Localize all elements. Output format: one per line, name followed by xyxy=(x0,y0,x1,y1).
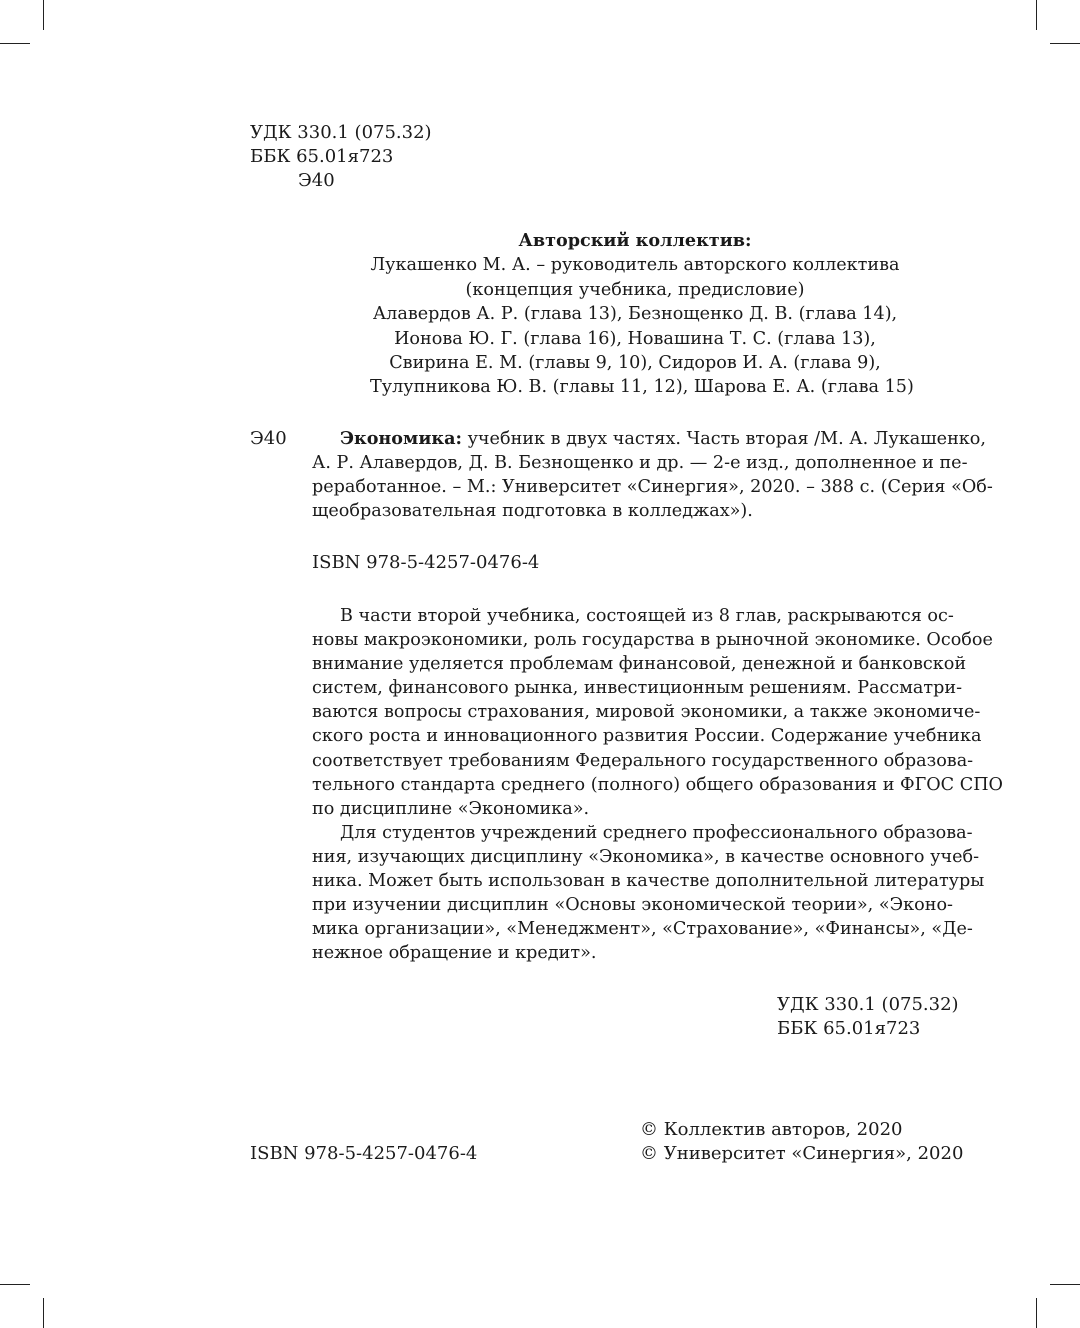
annotation-line: при изучении дисциплин «Основы экономической теории», «Эконо- xyxy=(312,895,953,916)
crop-mark-bottom-left-v xyxy=(43,1298,44,1328)
annotation-line: нежное обращение и кредит». xyxy=(312,943,597,964)
authors-line: Свирина Е. М. (главы 9, 10), Сидоров И. А. (глава 9), xyxy=(389,353,881,374)
copyright-publisher: © Университет «Синергия», 2020 xyxy=(640,1143,964,1164)
classification-bbk: ББК 65.01я723 xyxy=(777,1018,921,1039)
crop-mark-bottom-right-v xyxy=(1036,1298,1037,1328)
bibliography-title: Экономика: xyxy=(340,428,462,449)
annotation-line: ского роста и инновационного развития России. Содержание учебника xyxy=(312,726,982,747)
bibliography-mark: Э40 xyxy=(250,428,287,449)
annotation-line: внимание уделяется проблемам финансовой, денежной и банковской xyxy=(312,654,967,675)
authors-heading: Авторский коллектив: xyxy=(518,230,752,251)
crop-mark-bottom-right-h xyxy=(1050,1284,1080,1285)
annotation-line: систем, финансового рынка, инвестиционным решениям. Рассматри- xyxy=(312,678,963,699)
authors-line: Лукашенко М. А. – руководитель авторского коллектива xyxy=(370,255,900,276)
copyright-authors: © Коллектив авторов, 2020 xyxy=(640,1119,903,1140)
authors-line: Тулупникова Ю. В. (главы 11, 12), Шарова Е. А. (глава 15) xyxy=(370,377,914,398)
crop-mark-top-left-v xyxy=(43,0,44,30)
bibliography-isbn: ISBN 978-5-4257-0476-4 xyxy=(312,552,540,573)
annotation-line: тельного стандарта среднего (полного) общего образования и ФГОС СПО xyxy=(312,774,1003,795)
annotation-line: ваются вопросы страхования, мировой экономики, а также экономиче- xyxy=(312,702,981,723)
bibliography-line xyxy=(312,427,986,451)
annotation-line: мика организации», «Менеджмент», «Страхование», «Финансы», «Де- xyxy=(312,919,973,940)
authors-block xyxy=(370,229,914,400)
footer-isbn: ISBN 978-5-4257-0476-4 xyxy=(250,1143,478,1164)
annotation-line: новы макроэкономики, роль государства в рыночной экономике. Особое xyxy=(312,630,993,651)
header-author-mark: Э40 xyxy=(298,170,335,191)
classification-udk: УДК 330.1 (075.32) xyxy=(777,994,959,1015)
annotation-line: Для студентов учреждений среднего профессионального образова- xyxy=(340,822,973,843)
authors-line: (концепция учебника, предисловие) xyxy=(465,279,805,300)
annotation-line: ника. Может быть использован в качестве дополнительной литературы xyxy=(312,871,985,892)
bibliography-record xyxy=(312,427,993,523)
annotation-line: ния, изучающих дисциплину «Экономика», в качестве основного учеб- xyxy=(312,846,980,867)
header-bbk: ББК 65.01я723 xyxy=(250,146,394,167)
bibliography-line: реработанное. – М.: Университет «Синергия», 2020. – 388 с. (Серия «Об- xyxy=(312,477,993,498)
authors-line: Ионова Ю. Г. (глава 16), Новашина Т. С. (глава 13), xyxy=(394,328,876,349)
crop-mark-bottom-left-h xyxy=(0,1284,30,1285)
annotation-line: В части второй учебника, состоящей из 8 глав, раскрываются ос- xyxy=(340,606,954,626)
crop-mark-top-right-v xyxy=(1036,0,1037,30)
annotation-line: соответствует требованиям Федерального государственного образова- xyxy=(312,750,974,771)
authors-line: Алавердов А. Р. (глава 13), Безнощенко Д. В. (глава 14), xyxy=(372,304,898,325)
bibliography-line1-rest: учебник в двух частях. Часть вторая /М. А. Лукашенко, xyxy=(461,429,986,449)
crop-mark-top-right-h xyxy=(1050,43,1080,44)
bibliography-line: щеобразовательная подготовка в колледжах»). xyxy=(312,501,753,522)
annotation-line: по дисциплине «Экономика». xyxy=(312,798,590,819)
header-udk: УДК 330.1 (075.32) xyxy=(250,122,432,143)
crop-mark-top-left-h xyxy=(0,43,30,44)
bibliography-line: А. Р. Алавердов, Д. В. Безнощенко и др. — 2-е изд., дополненное и пе- xyxy=(312,453,968,474)
annotation xyxy=(312,604,1003,965)
